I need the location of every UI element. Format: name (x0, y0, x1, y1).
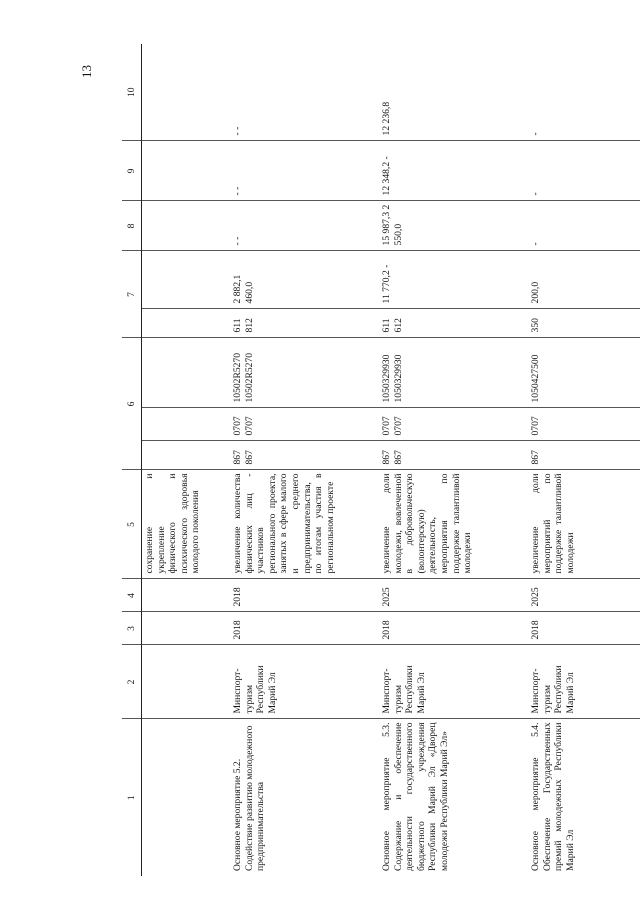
cell-executor (142, 645, 231, 719)
cell-measure: Основное мероприятие 5.4. Обеспечение Государственных премий молодежных Республики Марий Эл (530, 722, 576, 871)
cell-target-code (142, 338, 231, 408)
cell-start-year: 2018 (528, 612, 640, 645)
cell-indicator: сохранение и укрепление физического и психического здоровья молодого поколения (142, 470, 231, 579)
cell-executor: Минспорт-туризм Республики Марий Эл (230, 645, 379, 719)
cell-2020: 12 348,2 - (379, 141, 528, 201)
cell-end-year: 2025 (379, 579, 528, 612)
cell-2019 (142, 201, 231, 251)
table-row (230, 44, 379, 876)
cell-grbs: 867 867 (230, 441, 379, 470)
cell-expense-type: 611 812 (230, 309, 379, 338)
cell-2021: 12 236,8 (379, 44, 528, 141)
cell-end-year: 2018 (230, 579, 379, 612)
table-row (528, 44, 640, 876)
cell-section: 0707 0707 (230, 408, 379, 441)
header-cell: 5 (122, 470, 142, 579)
table-row (379, 44, 528, 876)
header-cell: 3 (122, 612, 142, 645)
header-cell: 8 (122, 201, 142, 251)
cell-executor: Минспорт-туризм Республики Марий Эл (379, 645, 528, 719)
cell-measure: Основное мероприятие 5.3. Содержание и обеспечение деятельности государственного бюджетного учреждения Республики Марий Эл «Дворец молодежи Республики Марий Эл» (381, 722, 450, 871)
header-cell: 2 (122, 645, 142, 719)
cell-measure (142, 719, 231, 876)
cell-section (142, 408, 231, 441)
cell-expense-type (142, 309, 231, 338)
cell-start-year: 2018 (230, 612, 379, 645)
cell-end-year (142, 579, 231, 612)
cell-2021: - (528, 44, 640, 141)
cell-target-code: 1050427500 (528, 338, 640, 408)
cell-grbs (142, 441, 231, 470)
header-cell: 9 (122, 141, 142, 201)
cell-2021: - - (230, 44, 379, 141)
cell-target-code: 1050329930 1050329930 (379, 338, 528, 408)
header-cell: 10 (122, 44, 142, 141)
cell-2020 (142, 141, 231, 201)
header-cell: 7 (122, 251, 142, 338)
cell-executor: Минспорт-туризм Республики Марий Эл (528, 645, 640, 719)
cell-section: 0707 0707 (379, 408, 528, 441)
header-cell: 4 (122, 579, 142, 612)
cell-expense-type: 611 612 (379, 309, 528, 338)
cell-expense-type: 350 (528, 309, 640, 338)
header-cell: 6 (122, 338, 142, 470)
page-number: 13 (79, 65, 94, 78)
cell-2020: - (528, 141, 640, 201)
budget-table (122, 44, 640, 876)
cell-2019: - (528, 201, 640, 251)
cell-2019: 15 987,3 2 550,0 (379, 201, 528, 251)
cell-indicator: увеличение количества физических лиц - участников регионального проекта, занятых в сфере малого и среднего предпринимательства, по итогам участия в региональном проекте (230, 470, 379, 579)
cell-target-code: 10502R5270 10502R5270 (230, 338, 379, 408)
cell-start-year (142, 612, 231, 645)
cell-2021 (142, 44, 231, 141)
cell-grbs: 867 (528, 441, 640, 470)
cell-measure: Основное мероприятие 5.2. Содействие развитию молодежного предпринимательства (232, 725, 267, 871)
cell-end-year: 2025 (528, 579, 640, 612)
header-row (122, 44, 142, 876)
cell-2018: 2 882,1 460,0 (230, 251, 379, 309)
cell-grbs: 867 867 (379, 441, 528, 470)
table-row (142, 44, 231, 876)
cell-indicator: увеличение доли молодежи, вовлеченной в добровольческую (волонтерскую) деятельность, мероприятия по поддержке талантливой молодежи (379, 470, 528, 579)
cell-2018 (142, 251, 231, 309)
cell-start-year: 2018 (379, 612, 528, 645)
cell-2019: - - (230, 201, 379, 251)
cell-2018: 200,0 (528, 251, 640, 309)
cell-2018: 11 770,2 - (379, 251, 528, 309)
header-cell: 1 (122, 719, 142, 876)
cell-2020: - - (230, 141, 379, 201)
cell-section: 0707 (528, 408, 640, 441)
cell-indicator: увеличение доли мероприятий по поддержке талантливой молодежи (528, 470, 640, 579)
